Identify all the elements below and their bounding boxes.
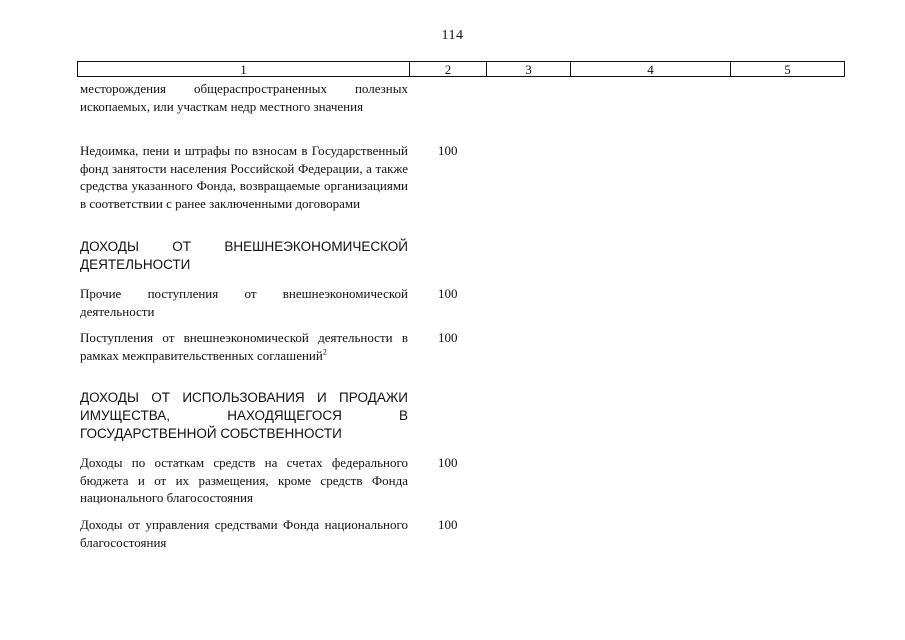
section-heading-text: ДОХОДЫ ОТ ИСПОЛЬЗОВАНИЯ И ПРОДАЖИ ИМУЩЕСТВА, НАХОДЯЩЕГОСЯ В ГОСУДАРСТВЕННОЙ СОБСТВЕННОСТИ	[80, 390, 408, 441]
column-header-4: 4	[571, 62, 731, 76]
row-description	[80, 329, 408, 364]
row-description: Доходы по остаткам средств на счетах федерального бюджета и от их размещения, кроме средств Фонда национального благосостояния	[80, 455, 408, 505]
row-description: Недоимка, пени и штрафы по взносам в Государственный фонд занятости населения Российской Федерации, а также средства указанного Фонда, возвращаемые организациями в соответствии с ранее заключенными договорами	[80, 143, 408, 211]
table-row	[80, 454, 500, 507]
row-value: 100	[438, 330, 458, 345]
row-description: месторождения общераспространенных полезных ископаемых, или участкам недр местного значения	[80, 81, 408, 114]
table-row	[80, 80, 500, 115]
table-row	[80, 285, 500, 320]
table-row	[80, 329, 500, 364]
row-value: 100	[438, 143, 458, 158]
table-row	[80, 142, 500, 212]
row-description: Прочие поступления от внешнеэкономической деятельности	[80, 286, 408, 319]
row-description-text: Поступления от внешнеэкономической деятельности в рамках межправительственных соглашений	[80, 330, 408, 363]
section-heading-text: ДОХОДЫ ОТ ВНЕШНЕЭКОНОМИЧЕСКОЙ ДЕЯТЕЛЬНОСТИ	[80, 239, 408, 272]
column-header-3: 3	[487, 62, 571, 76]
section-heading	[80, 389, 500, 443]
footnote-marker: 2	[322, 347, 327, 357]
column-header-5: 5	[784, 62, 791, 77]
row-value: 100	[438, 286, 458, 301]
column-header-1: 1	[78, 62, 410, 76]
row-value: 100	[438, 517, 458, 532]
table-row	[80, 516, 500, 551]
page-number: 114	[441, 28, 464, 43]
column-header-row	[77, 61, 845, 77]
column-header-2: 2	[410, 62, 487, 76]
section-heading	[80, 238, 500, 274]
row-description: Доходы от управления средствами Фонда национального благосостояния	[80, 517, 408, 550]
row-value: 100	[438, 455, 458, 470]
